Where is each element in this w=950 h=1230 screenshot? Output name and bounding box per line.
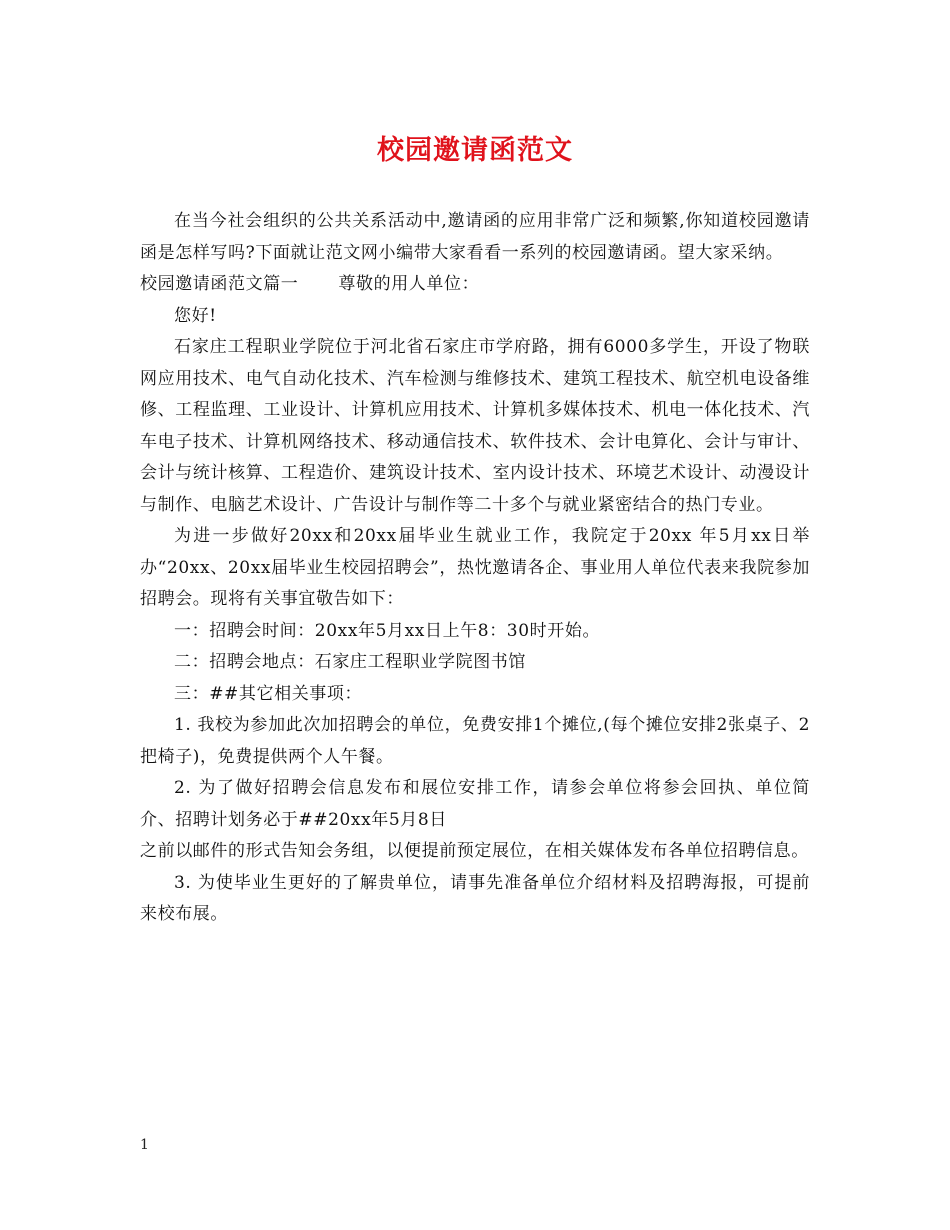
item-time: 一：招聘会时间：20xx年5月xx日上午8：30时开始。 [174, 620, 601, 641]
note-1: 1. 我校为参加此次加招聘会的单位，免费安排1个摊位,(每个摊位安排2张桌子、2把椅子)，免费提供两个人午餐。 [140, 715, 810, 767]
event-intro-paragraph: 为进一步做好20xx和20xx届毕业生就业工作，我院定于20xx 年5月xx日举办“20xx、20xx届毕业生校园招聘会”，热忱邀请各企、事业用人单位代表来我院参加招聘会。现将有关事宜敬告如下： [140, 526, 810, 609]
item-place: 二：招聘会地点：石家庄工程职业学院图书馆 [174, 652, 526, 672]
section-heading-line [140, 269, 810, 301]
intro-paragraph: 在当今社会组织的公共关系活动中,邀请函的应用非常广泛和频繁,你知道校园邀请函是怎样写吗?下面就让范文网小编带大家看看一系列的校园邀请函。望大家采纳。 [140, 211, 810, 263]
document-body [140, 206, 810, 931]
section-heading: 校园邀请函范文篇一 [140, 274, 299, 294]
note-2-continuation: 之前以邮件的形式告知会务组，以便提前预定展位，在相关媒体发布各单位招聘信息。 [140, 841, 809, 861]
item-other: 三：##其它相关事项： [174, 683, 363, 704]
page-number: 1 [140, 1137, 149, 1153]
salutation: 尊敬的用人单位： [338, 274, 480, 294]
note-3: 3. 为使毕业生更好的了解贵单位，请事先准备单位介绍材料及招聘海报，可提前来校布展。 [140, 872, 810, 924]
note-2: 2. 为了做好招聘会信息发布和展位安排工作，请参会单位将参会回执、单位简介、招聘计划务必于##20xx年5月8日 [140, 778, 810, 830]
document-title: 校园邀请函范文 [377, 135, 573, 166]
school-intro-paragraph: 石家庄工程职业学院位于河北省石家庄市学府路，拥有6000多学生，开设了物联网应用技术、电气自动化技术、汽车检测与维修技术、建筑工程技术、航空机电设备维修、工程监理、工业设计、计算机应用技术、计算机多媒体技术、机电一体化技术、汽车电子技术、计算机网络技术、移动通信技术、软件技术、会计电算化、会计与审计、会计与统计核算、工程造价、建筑设计技术、室内设计技术、环境艺术设计、动漫设计与制作、电脑艺术设计、广告设计与制作等二十多个与就业紧密结合的热门专业。 [140, 337, 810, 515]
greeting: 您好! [174, 305, 217, 326]
